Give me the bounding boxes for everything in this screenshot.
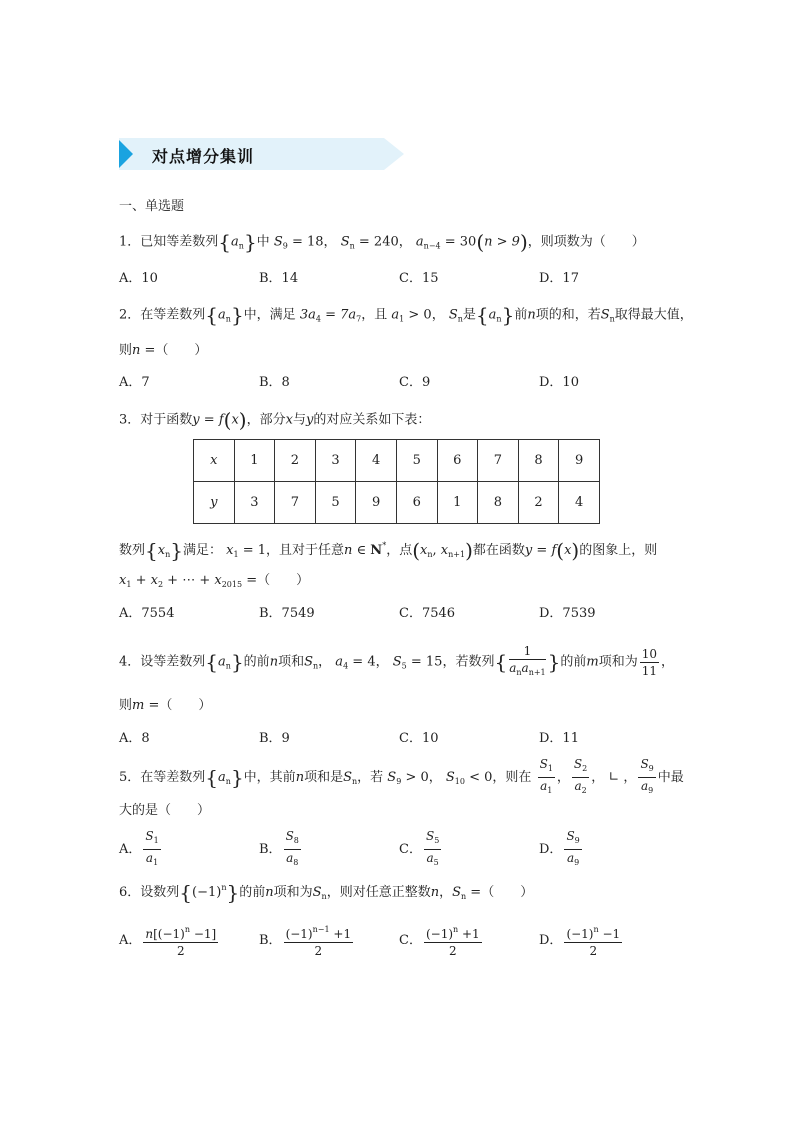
question-1-stem: 1．已知等差数列$\{a_n\}$中 $S_9 = 18$， $S_n = 240$， $a_{n-4} = 30(n > 9)$，则项数为（ ） [119,230,645,254]
question-5-stem: 5．在等差数列$\{a_n\}$中，其前n项和是$S_n$，若 $S_9 > 0$， $S_{10} < 0$，则在 $\frac{S_1}{a_1}$ ， $\frac{S_2}{a_2}$ ， ∟ ， $\frac{S_9}{a_9}$ 中最 [119,757,684,795]
table-cell: 9 [356,482,397,524]
question-4-line2: 则m =（ ） [119,698,212,713]
q6-option-a[interactable]: A． $\frac{n[(-1)^n -1]}{2}$ [119,922,220,959]
table-cell: 2 [275,440,316,482]
q2-option-d[interactable]: D．10 [539,375,579,390]
q2-option-c[interactable]: C．9 [399,375,431,390]
q5-option-b[interactable]: B． $\frac{S_8}{a_8}$ [259,829,299,867]
question-3-stem: 3．对于函数y = f(x)，部分x与y的对应关系如下表： [119,408,431,432]
question-3-line2: 数列$\{x_n\}$满足： $x_1 = 1$，且对于任意n ∈ N*，点($x_n$, $x_{n+1}$)都在函数y = f(x)的图象上，则 [119,538,658,563]
banner-title: 对点增分集训 [152,147,255,166]
table-cell: 3 [315,440,356,482]
table-cell: 6 [437,440,478,482]
table-cell: 5 [315,482,356,524]
q1-option-d[interactable]: D．17 [539,271,579,286]
q6-option-d[interactable]: D． $\frac{(-1)^n -1}{2}$ [539,922,624,959]
q2-option-b[interactable]: B．8 [259,375,290,390]
question-2-stem: 2．在等差数列$\{a_n\}$中，满足 $3a_4 = 7a_7$，且 $a_1 > 0$， $S_n$是$\{a_n\}$前n项的和，若$S_n$取得最大值， [119,303,693,327]
q6-option-c[interactable]: C． $\frac{(-1)^n +1}{2}$ [399,922,484,959]
table-cell: 8 [518,440,559,482]
table-cell: 7 [275,482,316,524]
section-heading: 一、单选题 [119,199,185,214]
table-row-y [194,482,600,524]
table-row-x [194,440,600,482]
q4-option-b[interactable]: B．9 [259,731,290,746]
q4-option-c[interactable]: C．10 [399,731,439,746]
q1-option-a[interactable]: A．10 [119,271,158,286]
table-cell: 3 [234,482,275,524]
table-cell: x [194,440,235,482]
q3-option-a[interactable]: A．7554 [119,606,175,621]
table-cell: 4 [356,440,397,482]
table-cell: 1 [437,482,478,524]
value-table [193,439,600,524]
q1-option-c[interactable]: C．15 [399,271,439,286]
q2-option-a[interactable]: A．7 [119,375,150,390]
table-cell: y [194,482,235,524]
table-cell: 4 [559,482,600,524]
question-5-line2: 大的是（ ） [119,803,211,818]
table-cell: 9 [559,440,600,482]
table-cell: 7 [478,440,519,482]
table-cell: 6 [396,482,437,524]
q3-option-c[interactable]: C．7546 [399,606,456,621]
table-cell: 8 [478,482,519,524]
question-6-stem: 6．设数列$\{(-1)^n\}$的前n项和为$S_n$，则对任意正整数n，$S_n$ =（ ） [119,880,534,905]
q5-option-c[interactable]: C． $\frac{S_5}{a_5}$ [399,829,440,867]
q3-option-b[interactable]: B．7549 [259,606,315,621]
question-3-line3: $x_1 + x_2$ + ⋯ + $x_{2015}$ =（ ） [119,573,310,589]
table-cell: 5 [396,440,437,482]
q4-option-a[interactable]: A．8 [119,731,150,746]
q3-option-d[interactable]: D．7539 [539,606,596,621]
question-4-stem: 4．设等差数列$\{a_n\}$的前n项和$S_n$， $a_4 = 4$， $S_5 = 15$，若数列{ $\frac{1}{a_na_{n+1}}$ }的前m项和为 $\frac{10}{11}$ ， [119,644,675,678]
table-cell: 2 [518,482,559,524]
q5-option-d[interactable]: D． $\frac{S_9}{a_9}$ [539,829,580,867]
q6-option-b[interactable]: B． $\frac{(-1)^{n-1} +1}{2}$ [259,922,355,959]
q1-option-b[interactable]: B．14 [259,271,299,286]
table-cell: 1 [234,440,275,482]
q4-option-d[interactable]: D．11 [539,731,579,746]
q5-option-a[interactable]: A． $\frac{S_1}{a_1}$ [119,829,159,867]
question-2-line2: 则n =（ ） [119,343,208,358]
